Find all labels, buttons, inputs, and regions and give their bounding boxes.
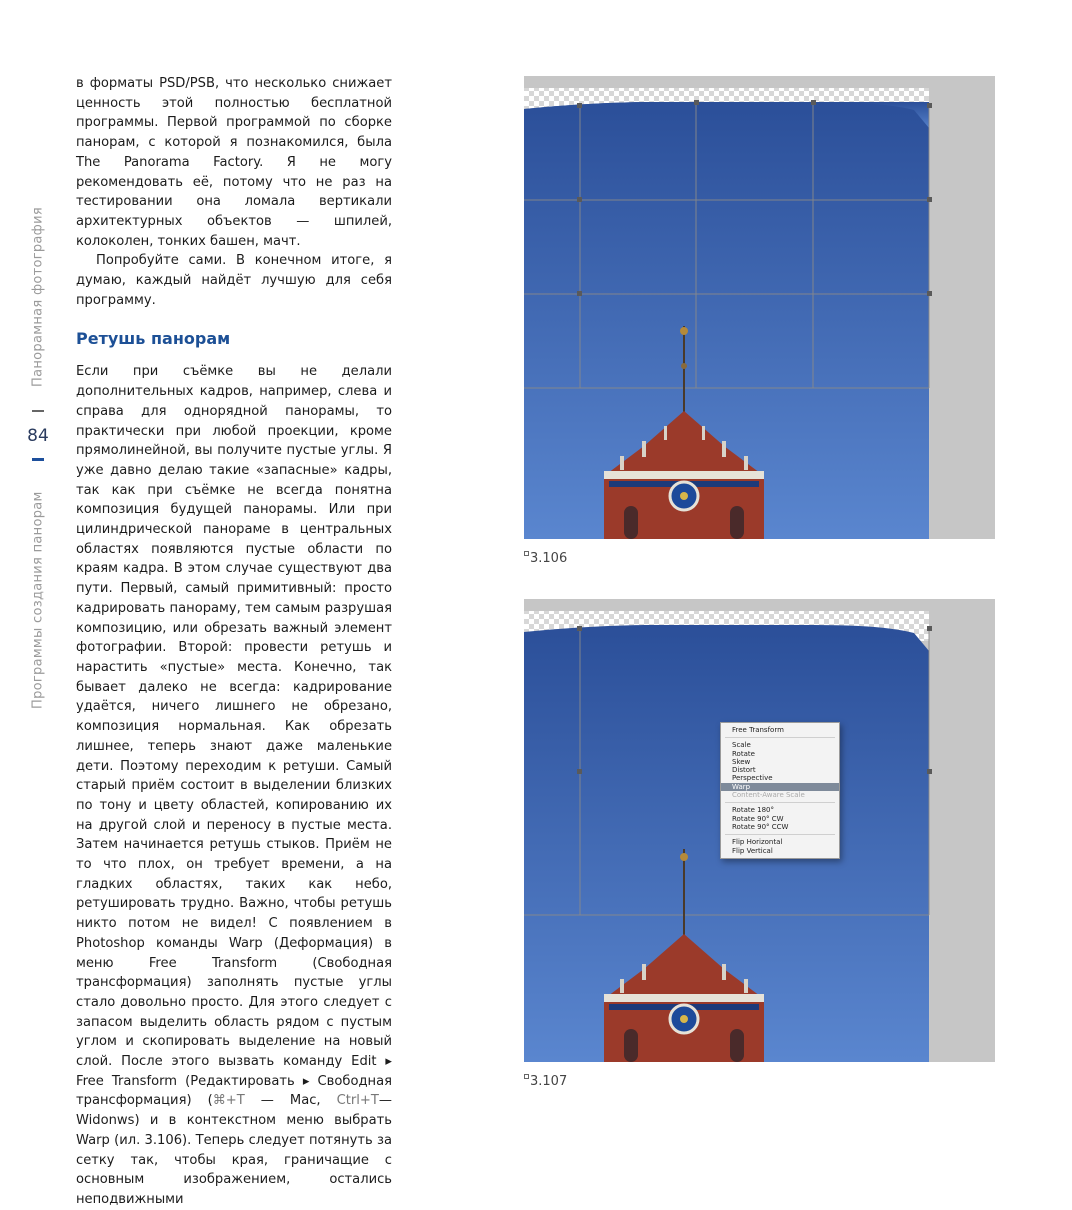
paragraph-text: Если при съёмке вы не делали дополнительных кадров, например, слева и справа для однорядной панорамы, то практически при любой проекции, кроме прямолинейной, вы получите пустые углы. Я уже давно делаю такие «запасные» кадры, так как при съёмке не всегда понятна композиция будущей панорамы. Или при цилиндрической панораме в центральных областях появляются пустые области по краям кадра. В этом случае существуют два пути. Первый, самый примитивный: просто кадрировать панораму, тем самым разрушая композицию, или обрезать важный элемент фотографии. Второй: провести ретушь и нарастить «пустые» места. Конечно, так бывает далеко не всегда: кадрирование удаётся, ничего лишнего не обрезано, композиция нормальная. Как обрезать лишнее, теперь знают даже маленькие дети. Поэтому переходим к ретуши. Самый старый приём состоит в выделении близких по тону и цвету областей, копированию их на другой слой и переносу в пустые места. Затем начинается ретушь стыков. Приём не то что плох, он требует времени, а на гладких областях, таких как небо, ретушировать трудно. Важно, чтобы ретушь никто потом не видел! С появлением в Photoshop команды Warp (Деформация) в меню Free Transform (Свободная трансформация) заполнять пустые углы стало довольно просто. Для этого следует с запасом выделить область рядом с пустым углом и скопировать выделение на новый слой. После этого вызвать команду Edit ▸ Free Transform (Редактировать ▸ Свободная трансформация) ( xyxy=(76,364,392,1109)
figure-3-107 xyxy=(524,599,995,1062)
shortcut-mac: ⌘+T xyxy=(212,1093,245,1109)
menu-item-skew[interactable]: Skew xyxy=(732,757,751,766)
caption-marker xyxy=(524,551,529,556)
page-number: 84 xyxy=(27,426,49,446)
shortcut-windows: Ctrl+T xyxy=(336,1093,379,1109)
menu-item-rotate-90-ccw[interactable]: Rotate 90° CCW xyxy=(732,822,789,831)
figure-caption xyxy=(524,1074,567,1089)
menu-item-perspective[interactable]: Perspective xyxy=(732,774,773,783)
running-header-chapter: Программы создания панорам xyxy=(30,491,46,709)
menu-item-warp[interactable]: Warp xyxy=(721,783,839,791)
page-sidebar xyxy=(22,180,54,740)
menu-separator xyxy=(725,737,835,738)
caption-number: 3.107 xyxy=(530,1074,568,1089)
warp-grid-illustration xyxy=(524,76,995,539)
menu-item-rotate-180[interactable]: Rotate 180° xyxy=(732,806,775,815)
context-menu xyxy=(720,722,840,859)
menu-item-flip-vertical[interactable]: Flip Vertical xyxy=(732,846,773,855)
figure-3-106 xyxy=(524,76,995,539)
menu-item-distort[interactable]: Distort xyxy=(732,766,756,775)
caption-marker xyxy=(524,1074,529,1079)
section-heading: Ретушь панорам xyxy=(76,329,231,349)
menu-item-rotate-90-cw[interactable]: Rotate 90° CW xyxy=(732,814,784,823)
sidebar-accent-bar xyxy=(32,458,44,461)
paragraph xyxy=(76,362,392,1209)
paragraph: в форматы PSD/PSB, что несколько снижает ценность этой полностью бесплатной программы. Первой программой по сборке панорам, с которой я познакомился, была The Panorama Factory. Я не могу рекомендовать её, потому что не раз на тестировании она ломала вертикали архитектурных объектов — шпилей, колоколен, тонких башен, мачт. xyxy=(76,76,392,249)
figure-caption xyxy=(524,551,567,566)
menu-item-content-aware-scale: Content-Aware Scale xyxy=(732,791,805,800)
menu-item-scale[interactable]: Scale xyxy=(732,741,751,750)
menu-separator xyxy=(725,802,835,803)
caption-number: 3.106 xyxy=(530,551,568,566)
paragraph: Попробуйте сами. В конечном итоге, я думаю, каждый найдёт лучшую для себя программу. xyxy=(76,253,392,308)
menu-separator xyxy=(725,834,835,835)
paragraph-text: — Mac, xyxy=(244,1093,337,1109)
running-header-section: Панорамная фотография xyxy=(30,207,46,387)
menu-title[interactable]: Free Transform xyxy=(732,726,784,734)
body-text-column xyxy=(76,74,392,1210)
sidebar-divider xyxy=(32,410,44,412)
paragraph-text: — Widonws) и в контекстном меню выбрать Warp (ил. 3.106). Теперь следует потянуть за сетку так, чтобы края, граничащие с основным изображением, остались неподвижными xyxy=(76,1093,392,1207)
menu-item-flip-horizontal[interactable]: Flip Horizontal xyxy=(732,838,783,847)
menu-item-rotate[interactable]: Rotate xyxy=(732,749,755,758)
